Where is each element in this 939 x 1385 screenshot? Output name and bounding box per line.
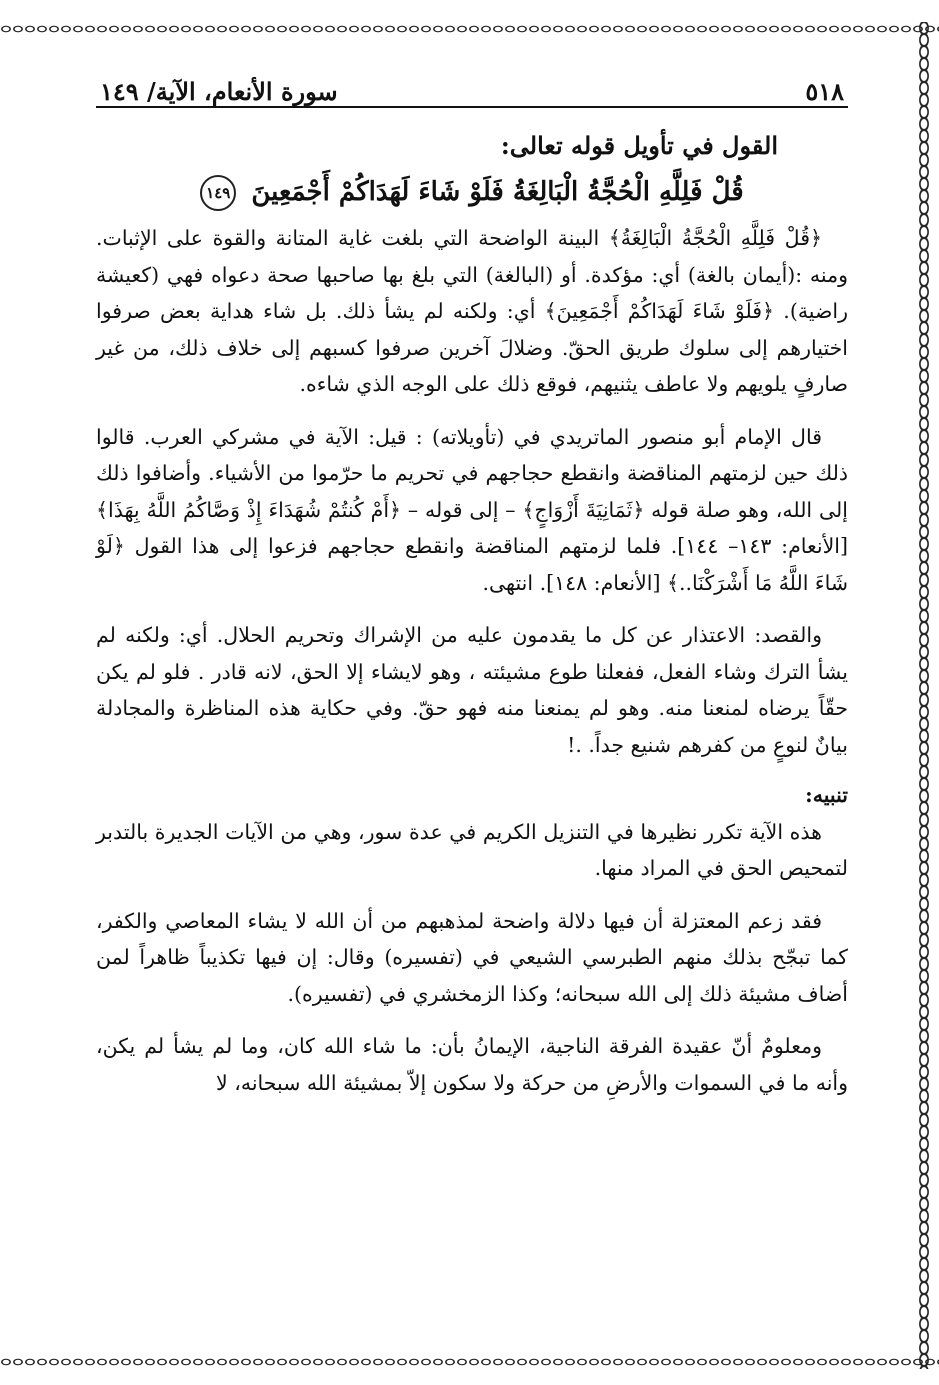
verse-text: قُلْ فَلِلَّهِ الْحُجَّةُ الْبَالِغَةُ فَلَوْ شَاءَ لَهَدَاكُمْ أَجْمَعِينَ — [251, 177, 744, 207]
note-heading: تنبيه: — [805, 783, 848, 807]
book-page — [96, 62, 848, 1342]
commentary-paragraph-5: فقد زعم المعتزلة أن فيها دلالة واضحة لمذهبهم من أن الله لا يشاء المعاصي والكفر، كما تبجّح بذلك منهم الطبرسي الشيعي في (تفسيره) وقال: إن فيها تكذيباً ظاهراً لمن أضاف مشيئة ذلك إلى الله سبحانه؛ وكذا الزمخشري في (تفسيره). — [96, 908, 848, 1006]
section-heading: القول في تأويل قوله تعالى: — [500, 131, 778, 160]
commentary-paragraph-2: قال الإمام أبو منصور الماتريدي في (تأويلاته) : قيل: الآية في مشركي العرب. قالوا ذلك حين لزمتهم المناقضة وانقطع حجاجهم في تحريم ما حرّموا من الأشياء. وأضافوا ذلك إلى الله، وهو صلة قوله ﴿ثَمَانِيَةَ أَزْوَاجٍ﴾ – إلى قوله – ﴿أَمْ كُنتُمْ شُهَدَاءَ إِذْ وَصَّاكُمُ اللَّهُ بِهَذَا﴾ [الأنعام: ١٤٣– ١٤٤]. فلما لزمتهم المناقضة وانقطع حجاجهم فزعوا إلى هذا القول ﴿لَوْ شَاءَ اللَّهُ مَا أَشْرَكْنَا..﴾ [الأنعام: ١٤٨]. انتهى. — [96, 424, 848, 595]
running-header — [96, 62, 848, 108]
commentary-paragraph-6: ومعلومٌ أنّ عقيدة الفرقة الناجية، الإيمانُ بأن: ما شاء الله كان، وما لم يشأ لم يكن، وأنه ما في السموات والأرضِ من حركة ولا سكون إلاّ بمشيئة الله سبحانه، لا — [96, 1034, 848, 1095]
right-ornamental-border — [917, 22, 931, 1369]
bottom-ornamental-border — [0, 1355, 939, 1369]
commentary-paragraph-3: والقصد: الاعتذار عن كل ما يقدمون عليه من الإشراك وتحريم الحلال. أي: ولكنه لم يشأ الترك وشاء الفعل، ففعلنا طوع مشيئته ، وهو لايشاء إلا الحق، لانه قادر . فلو لم يكن حقّاً يرضاه لمنعنا منه. وهو لم يمنعنا منه فهو حقّ. وفي حكاية هذه المناظرة والمجادلة بيانٌ لنوعٍ من كفرهم شنيع جداً. .! — [96, 623, 848, 757]
commentary-paragraph-1: ﴿قُلْ فَلِلَّهِ الْحُجَّةُ الْبَالِغَةُ﴾ البينة الواضحة التي بلغت غاية المتانة والقوة على الإثبات. ومنه :(أيمان بالغة) أي: مؤكدة. أو (البالغة) التي بلغ بها صاحبها صحة دعواه فهي (كعيشة راضية). ﴿فَلَوْ شَاءَ لَهَدَاكُمْ أَجْمَعِينَ﴾ أي: ولكنه لم يشأ ذلك. بل شاء هداية بعض صرفوا اختيارهم إلى سلوك طريق الحقّ. وضلالَ آخرين صرفوا كسبهم إلى خلاف ذلك، من غير صارفٍ يلويهم ولا عاطف يثنيهم، فوقع ذلك على الوجه الذي شاءه. — [96, 226, 848, 396]
surah-reference: سورة الأنعام، الآية/ ١٤٩ — [100, 77, 338, 106]
page-number: ٥١٨ — [805, 77, 844, 106]
ayah-number-marker: ١٤٩ — [200, 175, 236, 211]
commentary-paragraph-4: هذه الآية تكرر نظيرها في التنزيل الكريم في عدة سور، وهي من الآيات الجديرة بالتدبر لتمحيص الحق في المراد منها. — [96, 819, 848, 880]
quran-verse — [96, 168, 848, 216]
top-ornamental-border — [0, 22, 939, 36]
